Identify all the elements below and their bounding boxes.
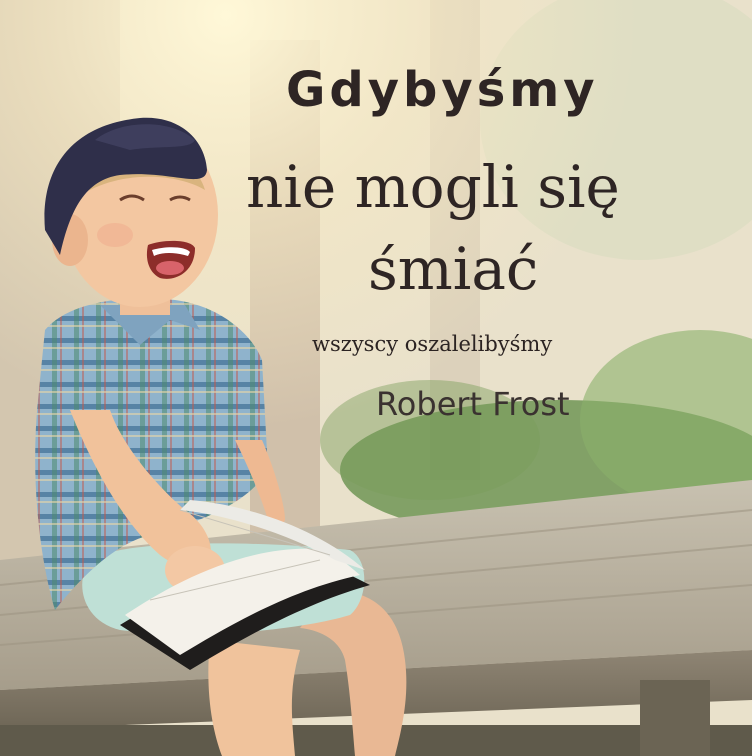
- quote-subtitle: wszyscy oszalelibyśmy: [312, 332, 553, 356]
- quote-line-2: nie mogli się: [246, 153, 620, 221]
- quote-line-1: Gdybyśmy: [286, 62, 599, 118]
- quote-author: Robert Frost: [376, 385, 570, 423]
- quote-line-3: śmiać: [368, 235, 539, 303]
